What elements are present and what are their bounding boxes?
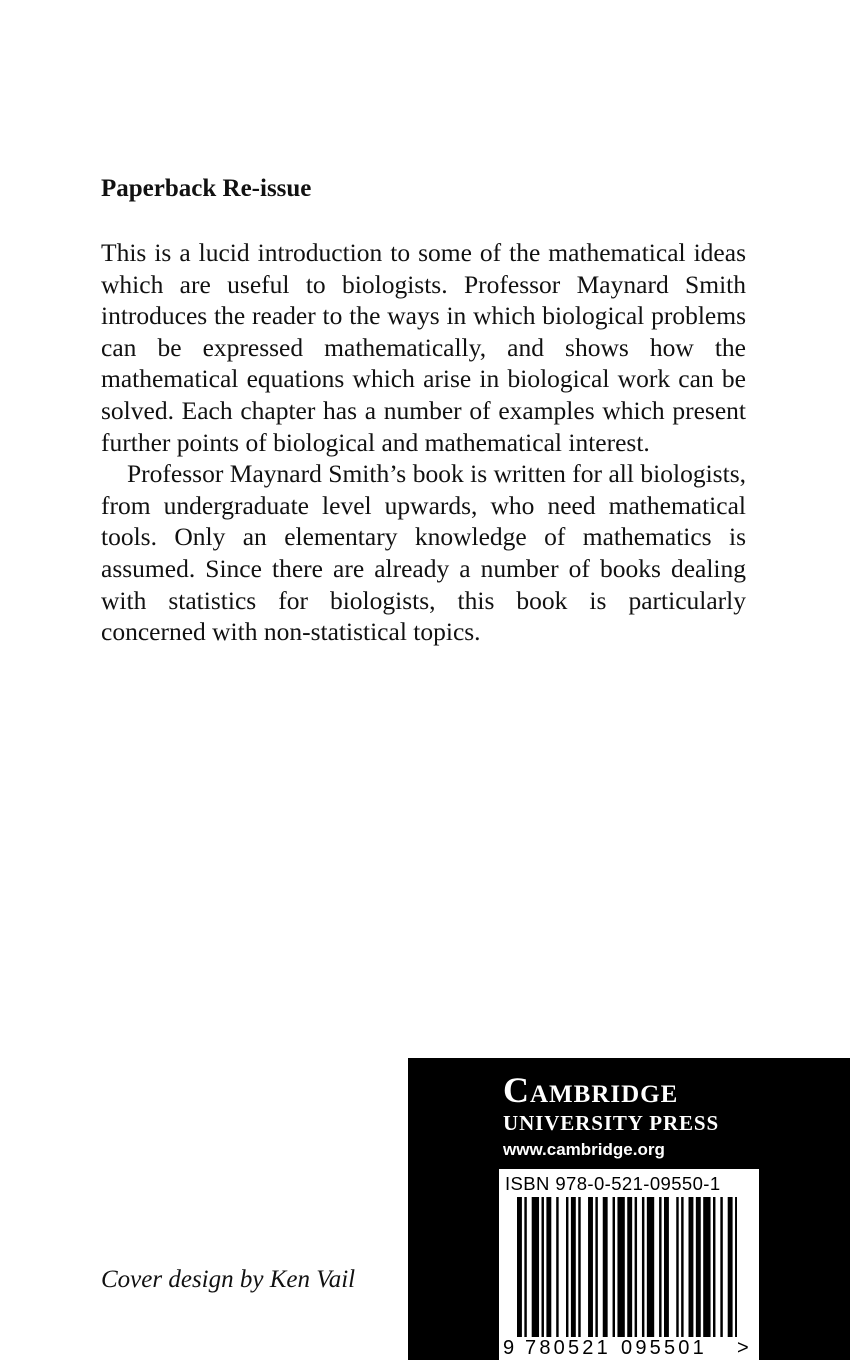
barcode-bar bbox=[627, 1197, 632, 1337]
publisher-url: www.cambridge.org bbox=[503, 1140, 665, 1159]
barcode-bar bbox=[689, 1197, 694, 1337]
publisher-block bbox=[408, 1058, 850, 1360]
barcode-bar bbox=[578, 1197, 580, 1337]
barcode-bar bbox=[571, 1197, 576, 1337]
barcode-bar bbox=[713, 1197, 715, 1337]
barcode-bar bbox=[542, 1197, 544, 1337]
barcode-bar bbox=[556, 1197, 558, 1337]
barcode-bar bbox=[720, 1197, 722, 1337]
barcode-arrow: > bbox=[737, 1337, 749, 1359]
barcode-bar bbox=[728, 1197, 733, 1337]
barcode-bar bbox=[546, 1197, 551, 1337]
barcode-bar bbox=[647, 1197, 654, 1337]
barcode bbox=[499, 1169, 759, 1361]
barcode-bar bbox=[664, 1197, 669, 1337]
barcode-bar bbox=[588, 1197, 593, 1337]
publisher-subtitle: UNIVERSITY PRESS bbox=[503, 1111, 720, 1135]
barcode-bar bbox=[635, 1197, 637, 1337]
cover-design-credit: Cover design by Ken Vail bbox=[101, 1266, 356, 1293]
blurb-paragraph-1: This is a lucid introduction to some of the mathematical ideas which are useful to biologists. Professor Maynard Smith introduces the reader to the ways in which biological problems can be expressed mathematically, and shows how the mathematical equations which arise in biological work can be solved. Each chapter has a number of examples which present further points of biological and mathematical interest. bbox=[101, 238, 746, 457]
barcode-digits-right: 095501 bbox=[621, 1337, 707, 1359]
barcode-label bbox=[499, 1169, 759, 1361]
barcode-bar bbox=[642, 1197, 644, 1337]
barcode-bar bbox=[595, 1197, 597, 1337]
barcode-bar bbox=[735, 1197, 737, 1337]
barcode-bar bbox=[681, 1197, 683, 1337]
barcode-bar bbox=[524, 1197, 526, 1337]
barcode-bar bbox=[659, 1197, 661, 1337]
barcode-bar bbox=[613, 1197, 615, 1337]
barcode-bar bbox=[517, 1197, 522, 1337]
barcode-digit-first: 9 bbox=[503, 1337, 515, 1359]
barcode-bar bbox=[532, 1197, 539, 1337]
publisher-name: Cambridge bbox=[503, 1070, 679, 1110]
barcode-bar bbox=[603, 1197, 608, 1337]
isbn-text: ISBN 978-0-521-09550-1 bbox=[505, 1173, 721, 1194]
barcode-digits-left: 780521 bbox=[525, 1337, 611, 1359]
blurb-text bbox=[101, 237, 746, 648]
barcode-bar bbox=[696, 1197, 701, 1337]
section-heading: Paperback Re-issue bbox=[101, 175, 312, 202]
barcode-bar bbox=[676, 1197, 678, 1337]
barcode-bar bbox=[617, 1197, 624, 1337]
barcode-bar bbox=[566, 1197, 568, 1337]
blurb-paragraph-2: Professor Maynard Smith’s book is written for all biologists, from undergraduate level upwards, who need mathematical tools. Only an elementary knowledge of mathematics is assumed. Since there are already a number of books dealing with statistics for biologists, this book is particularly concerned with non-statistical topics. bbox=[101, 459, 746, 647]
barcode-bar bbox=[703, 1197, 710, 1337]
